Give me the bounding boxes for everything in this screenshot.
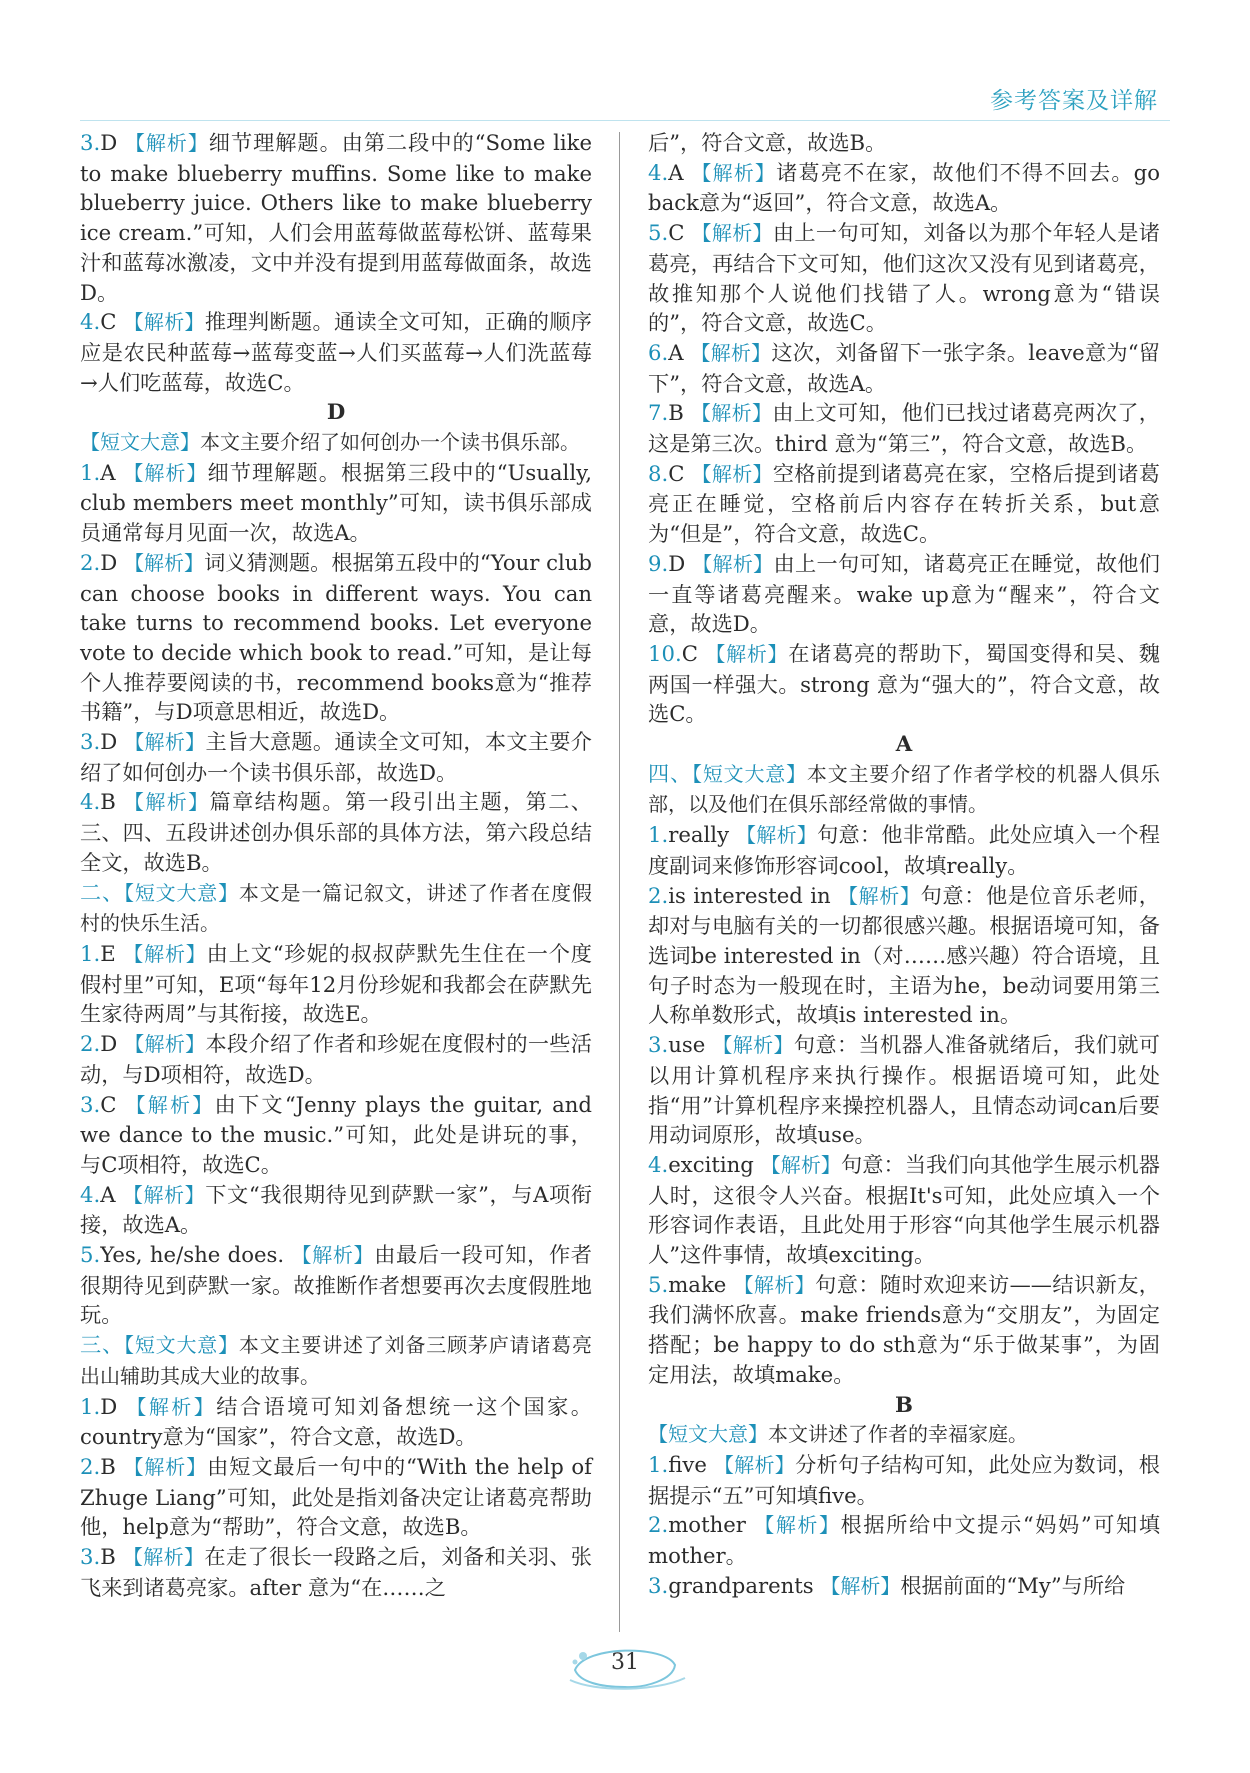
analysis-tag: 【解析】: [123, 550, 205, 575]
analysis-text: 这次，刘备留下一张字条。leave意为“留下”，符合文意，故选A。: [648, 339, 1160, 396]
answer-choice: D: [100, 729, 125, 755]
answer-item: [648, 1150, 1160, 1270]
analysis-text: 由上一句可知，诸葛亮正在睡觉，故他们一直等诸葛亮醒来。wake up意为“醒来”，符合文意，故选D。: [648, 550, 1160, 637]
analysis-tag: 【解析】: [838, 883, 921, 908]
section-title: A: [895, 731, 913, 757]
analysis-tag: 【解析】: [733, 1272, 816, 1297]
page-number: 31: [611, 1650, 639, 1675]
item-number: 4.: [80, 1181, 101, 1207]
answer-choice: A: [100, 1181, 123, 1207]
summary-text: 本文主要介绍了如何创办一个读书俱乐部。: [200, 430, 580, 455]
analysis-tag: 【解析】: [754, 1513, 841, 1538]
summary-text: 本文讲述了作者的幸福家庭。: [768, 1422, 1028, 1447]
answer-choice: B: [668, 400, 691, 426]
analysis-text: 句意：当我们向其他学生展示机器人时，这很令人兴奋。根据It's可知，此处应填入一个形容词作表语，且此处用于形容“向其他学生展示机器人”这件事情，故填exciting。: [648, 1151, 1160, 1268]
summary-text: 本文主要介绍了作者学校的机器人俱乐部，以及他们在俱乐部经常做的事情。: [648, 761, 1160, 817]
answer-item: [80, 1542, 592, 1602]
analysis-text: 由下文“Jenny plays the guitar, and we dance to the music.”可知，此处是讲玩的事，与C项相符，故选C。: [80, 1091, 592, 1177]
item-number: 1.: [648, 822, 669, 848]
analysis-tag: 【解析】: [122, 1545, 205, 1570]
answer-choice: D: [100, 1031, 125, 1057]
answer-item: [648, 1571, 1160, 1602]
analysis-text: 分析句子结构可知，此处应为数词，根据提示“五”可知填five。: [648, 1451, 1160, 1508]
summary-paragraph: [80, 427, 592, 458]
analysis-text: 在走了很长一段路之后，刘备和关羽、张飞来到诸葛亮家。after 意为“在……之: [80, 1544, 592, 1600]
answer-item: [648, 1510, 1160, 1570]
section-number: 二、: [80, 879, 125, 905]
item-number: 1.: [648, 1451, 669, 1477]
answer-choice: C: [668, 460, 692, 486]
answer-choice: C: [100, 1091, 126, 1117]
item-number: 10.: [648, 640, 682, 666]
analysis-text: 由上文“珍妮的叔叔萨默先生住在一个度假村里”可知，E项“每年12月份珍妮和我都会在萨默先生家待两周”与其衔接，故选E。: [80, 940, 592, 1027]
summary-tag: 【短文大意】: [80, 430, 200, 455]
analysis-text: 句意：随时欢迎来访——结识新友，我们满怀欣喜。make friends意为“交朋友”，为固定搭配；be happy to do sth意为“乐于做某事”，为固定用法，故填make。: [648, 1271, 1160, 1387]
item-number: 4.: [648, 159, 669, 185]
analysis-tag: 【解析】: [123, 941, 207, 966]
analysis-text: 由最后一段可知，作者很期待见到萨默一家。故推断作者想要再次去度假胜地玩。: [80, 1242, 592, 1328]
summary-paragraph: [648, 1419, 1160, 1450]
answer-item: [80, 727, 592, 787]
answer-choice: make: [668, 1271, 734, 1297]
analysis-text: 结合语境可知刘备想统一这个国家。country意为“国家”，符合文意，故选D。: [80, 1393, 592, 1450]
answer-item: [648, 338, 1160, 398]
answer-choice: use: [668, 1032, 713, 1058]
analysis-tag: 【解析】: [123, 310, 205, 335]
answer-item: [80, 128, 592, 307]
analysis-tag: 【解析】: [713, 1452, 796, 1477]
item-number: 3.: [80, 729, 101, 755]
analysis-tag: 【解析】: [291, 1243, 375, 1268]
answer-item: [648, 820, 1160, 880]
answer-choice: D: [100, 549, 124, 575]
answer-choice: D: [668, 550, 693, 576]
item-number: 3.: [80, 1091, 101, 1117]
item-number: 3.: [80, 130, 101, 155]
analysis-text: 诸葛亮不在家，故他们不得不回去。go back意为“返回”，符合文意，故选A。: [648, 159, 1160, 216]
item-number: 1.: [80, 940, 101, 966]
summary-paragraph: [80, 1330, 592, 1391]
summary-tag: 【短文大意】: [124, 880, 239, 905]
analysis-text: 由上一句可知，刘备以为那个年轻人是诸葛亮，再结合下文可知，他们这次又没有见到诸葛亮，故推知那个人说他们找错了人。wrong意为“错误的”，符合文意，故选C。: [648, 220, 1160, 336]
answer-item: [80, 787, 592, 877]
item-number: 4.: [80, 309, 101, 335]
analysis-tag: 【解析】: [736, 823, 818, 848]
answer-item: [80, 1240, 592, 1330]
summary-text: 本文主要讲述了刘备三顾茅庐请诸葛亮出山辅助其成大业的故事。: [80, 1333, 592, 1388]
analysis-text: 本段介绍了作者和珍妮在度假村的一些活动，与D项相符，故选D。: [80, 1031, 592, 1087]
answer-choice: exciting: [668, 1151, 761, 1177]
answer-item: [648, 1270, 1160, 1390]
answer-item: [80, 1090, 592, 1180]
analysis-tag: 【解析】: [124, 730, 206, 755]
analysis-text: 细节理解题。根据第三段中的“Usually, club members meet monthly”可知，读书俱乐部成员通常每月见面一次，故选A。: [80, 459, 592, 546]
answer-choice: five: [668, 1451, 714, 1477]
analysis-tag: 【解析】: [122, 1182, 206, 1207]
item-number: 4.: [80, 789, 101, 815]
analysis-text: 篇章结构题。第一段引出主题，第二、三、四、五段讲述创办俱乐部的具体方法，第六段总结全文，故选B。: [80, 789, 592, 875]
answer-item: [648, 158, 1160, 218]
answer-item: [648, 1030, 1160, 1150]
answer-item: [80, 307, 592, 397]
analysis-tag: 【解析】: [691, 221, 773, 246]
analysis-tag: 【解析】: [760, 1152, 842, 1177]
answer-choice: B: [100, 1544, 123, 1570]
analysis-tag: 【解析】: [123, 1454, 208, 1479]
answer-item: [80, 1029, 592, 1089]
analysis-text: 句意：他是位音乐老师，却对与电脑有关的一切都很感兴趣。根据语境可知，备选词be interested in（对……感兴趣）符合语境，且句子时态为一般现在时，主语为he，be动词要用第三人称单数形式，故填is interested in。: [648, 882, 1160, 1028]
analysis-text: 在诸葛亮的帮助下，蜀国变得和吴、魏两国一样强大。strong 意为“强大的”，符合文意，故选C。: [648, 640, 1160, 727]
item-number: 1.: [80, 1393, 101, 1419]
analysis-tag: 【解析】: [124, 1032, 206, 1057]
section-number: 三、: [80, 1332, 125, 1358]
analysis-tag: 【解析】: [124, 131, 209, 155]
summary-paragraph: [648, 759, 1160, 820]
answer-choice: grandparents: [668, 1572, 821, 1598]
analysis-text: 空格前提到诸葛亮在家，空格后提到诸葛亮正在睡觉，空格前后内容存在转折关系，but意为“但是”，符合文意，故选C。: [648, 460, 1160, 547]
answer-choice: really: [668, 822, 737, 848]
answer-item: [648, 398, 1160, 458]
analysis-tag: 【解析】: [690, 401, 773, 426]
item-number: 2.: [648, 1512, 669, 1538]
answer-item: [648, 639, 1160, 729]
answer-choice: B: [100, 789, 124, 815]
answer-item: [648, 1450, 1160, 1510]
answer-choice: B: [100, 1453, 124, 1479]
answer-choice: C: [681, 640, 706, 666]
answer-item: [80, 1392, 592, 1452]
answer-choice: C: [100, 309, 124, 335]
analysis-tag: 【解析】: [125, 1092, 215, 1117]
answer-choice: C: [668, 220, 692, 246]
item-number: 2.: [80, 549, 101, 575]
analysis-text: 由短文最后一句中的“With the help of Zhuge Liang”可知，此处是指刘备决定让诸葛亮帮助他，help意为“帮助”，符合文意，故选B。: [80, 1453, 593, 1540]
summary-tag: 【短文大意】: [648, 1422, 768, 1447]
item-number: 7.: [648, 400, 669, 426]
item-number: 2.: [80, 1453, 101, 1479]
answer-item: [80, 939, 592, 1029]
answer-item: [648, 459, 1160, 549]
analysis-tag: 【解析】: [712, 1033, 794, 1058]
answer-item: [80, 458, 592, 548]
analysis-text: 句意：当机器人准备就绪后，我们就可以用计算机程序来执行操作。根据语境可知，此处指“用”计算机程序来操控机器人，且情态动词can后要用动词原形，故填use。: [648, 1032, 1160, 1148]
answer-choice: E: [100, 940, 124, 966]
answer-item: [648, 549, 1160, 639]
answer-item: [648, 881, 1160, 1031]
answer-item: [648, 218, 1160, 338]
answer-choice: A: [668, 159, 692, 185]
item-number: 5.: [80, 1242, 101, 1268]
analysis-text: 根据所给中文提示“妈妈”可知填mother。: [648, 1512, 1161, 1569]
answer-choice: is interested in: [668, 882, 839, 908]
page-footer: [0, 1640, 1250, 1710]
section-title: B: [895, 1391, 913, 1417]
answer-choice: D: [100, 1393, 127, 1419]
item-number: 9.: [648, 550, 669, 576]
column-divider: [619, 132, 620, 1632]
analysis-text: 根据前面的“My”与所给: [900, 1572, 1126, 1598]
answer-item: [80, 1180, 592, 1240]
analysis-tag: 【解析】: [820, 1573, 901, 1598]
item-number: 2.: [648, 882, 669, 908]
answer-choice: D: [100, 130, 125, 155]
analysis-tag: 【解析】: [705, 641, 789, 666]
analysis-tag: 【解析】: [690, 340, 772, 365]
analysis-text: 词义猜测题。根据第五段中的“Your club can choose books in different ways. You can take turns to recommend books. Let everyone vote to decide which book to read.”可知，是让每个人推荐要阅读的书，recommend books意为“推荐书籍”，与D项意思相近，故选D。: [80, 549, 592, 725]
item-number: 3.: [648, 1032, 669, 1058]
summary-tag: 【短文大意】: [692, 761, 807, 786]
header-rule: [80, 120, 1170, 121]
item-number: 3.: [648, 1572, 669, 1598]
analysis-text: 细节理解题。由第二段中的“Some like to make blueberry muffins. Some like to make blueberry juice. Others like to make blueberry ice cream.”可知，人们会用蓝莓做蓝莓松饼、蓝莓果汁和蓝莓冰激凌，文中并没有提到用蓝莓做面条，故选D。: [80, 130, 593, 305]
item-number: 4.: [648, 1151, 669, 1177]
analysis-tag: 【解析】: [692, 551, 774, 576]
right-column: [648, 128, 1160, 1601]
analysis-text: 句意：他非常酷。此处应填入一个程度副词来修饰形容词cool，故填really。: [648, 822, 1160, 878]
analysis-text: 推理判断题。通读全文可知，正确的顺序应是农民种蓝莓→蓝莓变蓝→人们买蓝莓→人们洗蓝莓→人们吃蓝莓，故选C。: [80, 309, 592, 395]
item-number: 5.: [648, 1271, 669, 1297]
answer-item: [80, 1452, 592, 1542]
summary-paragraph: [80, 878, 592, 939]
answer-choice: A: [668, 339, 691, 365]
item-number: 8.: [648, 460, 669, 486]
item-number: 2.: [80, 1031, 101, 1057]
analysis-tag: 【解析】: [126, 1394, 217, 1419]
summary-tag: 【短文大意】: [124, 1333, 239, 1358]
analysis-tag: 【解析】: [123, 790, 210, 815]
answer-continuation: 后”，符合文意，故选B。: [648, 130, 887, 155]
analysis-text: 下文“我很期待见到萨默一家”，与A项衔接，故选A。: [80, 1181, 593, 1238]
item-number: 3.: [80, 1544, 101, 1570]
analysis-text: 主旨大意题。通读全文可知，本文主要介绍了如何创办一个读书俱乐部，故选D。: [80, 729, 592, 785]
answer-choice: Yes, he/she does.: [100, 1242, 292, 1268]
analysis-tag: 【解析】: [691, 160, 777, 185]
header-title: 参考答案及详解: [990, 88, 1158, 114]
item-number: 1.: [80, 459, 101, 485]
answer-item: [80, 548, 592, 727]
summary-text: 本文是一篇记叙文，讲述了作者在度假村的快乐生活。: [80, 880, 592, 936]
analysis-text: 由上文可知，他们已找过诸葛亮两次了，这是第三次。third 意为“第三”，符合文意，故选B。: [648, 400, 1160, 457]
left-column: [80, 128, 592, 1602]
answer-choice: mother: [668, 1512, 755, 1538]
item-number: 6.: [648, 339, 669, 365]
analysis-tag: 【解析】: [123, 460, 208, 485]
section-number: 四、: [648, 760, 693, 786]
section-title: D: [326, 399, 346, 425]
analysis-tag: 【解析】: [691, 461, 773, 486]
item-number: 5.: [648, 220, 669, 246]
answer-choice: A: [100, 459, 124, 485]
